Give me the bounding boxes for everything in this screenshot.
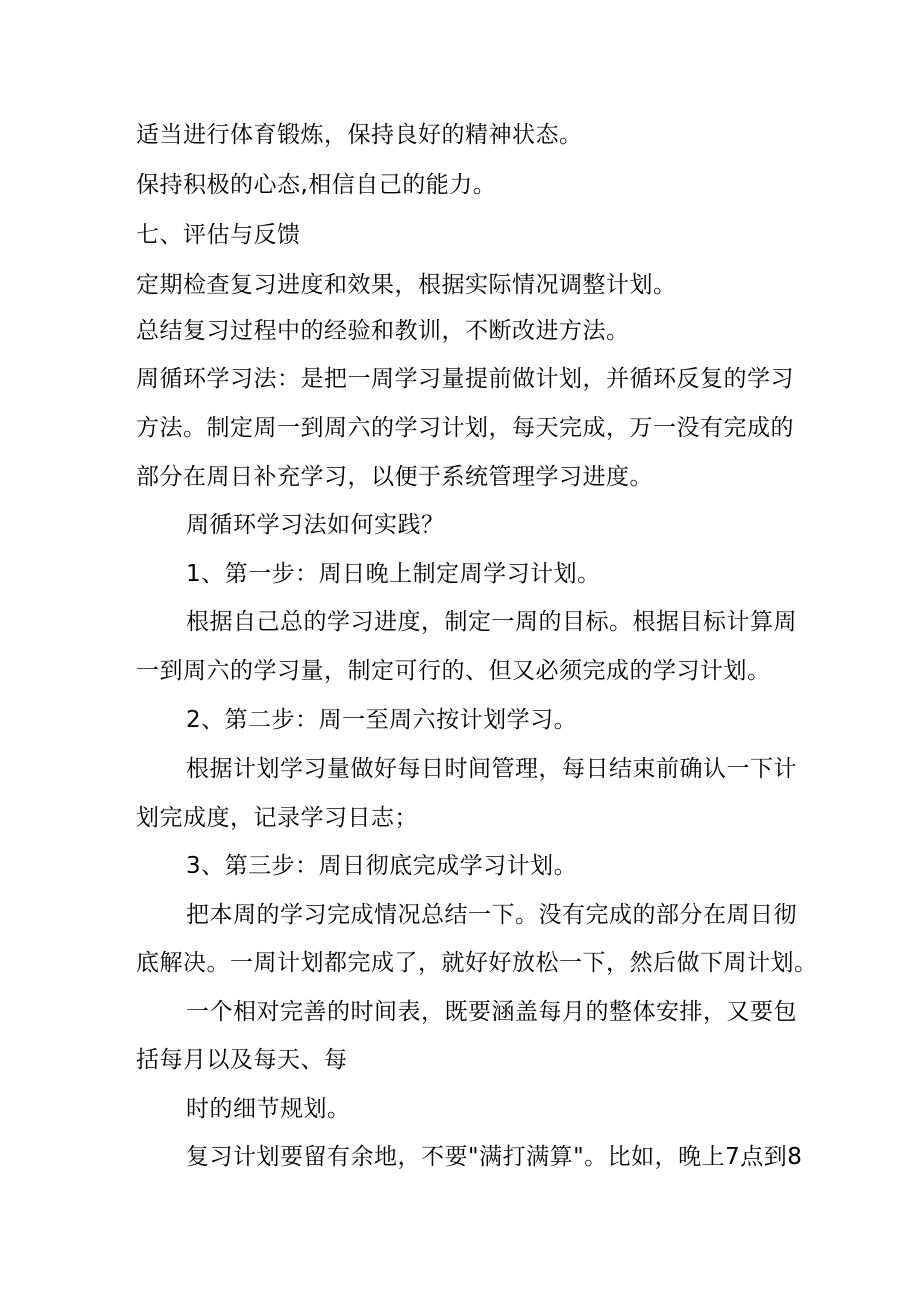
text-line: 保持积极的心态,相信自己的能力。 xyxy=(136,172,497,198)
text-line: 根据自己总的学习进度，制定一周的目标。根据目标计算周 xyxy=(186,609,797,635)
text-line: 总结复习过程中的经验和教训，不断改进方法。 xyxy=(136,318,630,344)
step-heading: 2、第二步：周一至周六按计划学习。 xyxy=(186,707,578,733)
text-line: 一到周六的学习量，制定可行的、但又必须完成的学习计划。 xyxy=(136,658,771,684)
text-line: 把本周的学习完成情况总结一下。没有完成的部分在周日彻 xyxy=(186,902,797,928)
text-line: 周循环学习法：是把一周学习量提前做计划，并循环反复的学习 xyxy=(136,366,794,392)
text-line: 根据计划学习量做好每日时间管理，每日结束前确认一下计 xyxy=(186,756,797,782)
text-line: 划完成度，记录学习日志； xyxy=(136,805,418,831)
text-line: 复习计划要留有余地，不要"满打满算"。比如，晚上7点到8 xyxy=(186,1144,803,1170)
text-line: 底解决。一周计划都完成了，就好好放松一下，然后做下周计划。 xyxy=(136,950,818,976)
step-heading: 1、第一步：周日晚上制定周学习计划。 xyxy=(186,561,601,587)
subheading: 周循环学习法如何实践？ xyxy=(186,512,445,538)
section-heading: 七、评估与反馈 xyxy=(136,222,301,248)
text-line: 时的细节规划。 xyxy=(186,1096,351,1122)
text-line: 一个相对完善的时间表，既要涵盖每月的整体安排，又要包 xyxy=(186,999,797,1025)
text-line: 适当进行体育锻炼，保持良好的精神状态。 xyxy=(136,122,583,148)
text-line: 方法。制定周一到周六的学习计划，每天完成，万一没有完成的 xyxy=(136,415,794,441)
text-line: 括每月以及每天、每 xyxy=(136,1047,348,1073)
step-heading: 3、第三步：周日彻底完成学习计划。 xyxy=(186,853,578,879)
text-line: 部分在周日补充学习，以便于系统管理学习进度。 xyxy=(136,464,653,490)
text-line: 定期检查复习进度和效果，根据实际情况调整计划。 xyxy=(136,272,677,298)
